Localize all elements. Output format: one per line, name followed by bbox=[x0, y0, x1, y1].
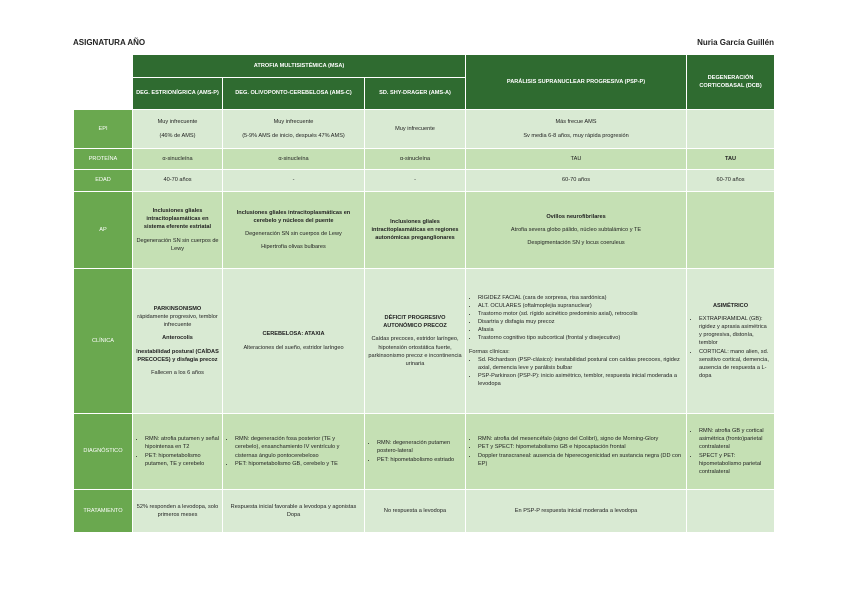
cell-tratamiento-ams-p: 52% responden a levodopa, solo primeros meses bbox=[133, 490, 223, 533]
col-header-dcb: DEGENERACIÓN CORTICOBASAL (DCB) bbox=[687, 55, 775, 110]
cell-proteina-ams-a: α-sinucleína bbox=[365, 149, 466, 170]
forms-title: Formas clínicas: bbox=[469, 348, 510, 355]
cell-ap-ams-p: Inclusiones gliales intracitoplasmáticas en sistema eferente estriatal Degeneración SN sin cuerpos de Lewy bbox=[133, 192, 223, 269]
list-item: • RMN: degeneración fosa posterior (TE y cerebelo), ensanchamiento IV ventrículo y cisternas ángulo pontocerebeloso bbox=[235, 435, 361, 459]
cell-tratamiento-dcb bbox=[687, 490, 775, 533]
cell-ap-ams-a: Inclusiones gliales intracitoplasmáticas en regiones autonómicas preganglionares bbox=[365, 192, 466, 269]
list-item: • PSP-Parkinson (PSP-P): inicio asimétrico, temblor, respuesta inicial moderada a levodopa bbox=[478, 372, 683, 388]
cell-tratamiento-ams-c: Respuesta inicial favorable a levodopa y agonistas Dopa bbox=[223, 490, 365, 533]
cell-proteina-ams-c: α-sinucleína bbox=[223, 149, 365, 170]
list-item: • Doppler transcraneal: ausencia de hiperecogenicidad en sustancia negra (DD con EP) bbox=[478, 452, 683, 468]
list-item: • RMN: atrofia GB y cortical asimétrica (fronto)parietal contralateral bbox=[699, 427, 771, 451]
col-header-ams-a: SD. SHY-DRAGER (AMS-A) bbox=[365, 78, 466, 110]
cell-proteina-ams-p: α-sinucleína bbox=[133, 149, 223, 170]
cell-tratamiento-ams-a: No respuesta a levodopa bbox=[365, 490, 466, 533]
cell-epi-ams-a: Muy infrecuente bbox=[365, 110, 466, 149]
group-header-msa: ATROFIA MULTISISTÉMICA (MSA) bbox=[133, 55, 466, 78]
list-item: • RMN: atrofia del mesencéfalo (signo del Colibrí), signo de Morning-Glory bbox=[478, 435, 683, 443]
col-header-ams-p: DEG. ESTRIONÍGRICA (AMS-P) bbox=[133, 78, 223, 110]
list-item: • ALT. OCULARES (oftalmoplejia supranuclear) bbox=[478, 302, 683, 310]
row-label-clinica: CLÍNICA bbox=[74, 269, 133, 414]
corner-cell bbox=[74, 55, 133, 78]
row-label-proteina: PROTEÍNA bbox=[74, 149, 133, 170]
cell-clinica-dcb: ASIMÉTRICO • EXTRAPIRAMIDAL (GB): rigidez y apraxia asimétrica y progresiva, distonía, temblor • CORTICAL: mano alien, sd. sensitivo cortical, demencia, ausencia de respuesta a L-dopa bbox=[687, 269, 775, 414]
col-header-psp: PARÁLISIS SUPRANUCLEAR PROGRESIVA (PSP-P) bbox=[466, 55, 687, 110]
cell-diagnostico-ams-c bbox=[223, 414, 365, 490]
list-item: • RMN: degeneración putamen postero-lateral bbox=[377, 439, 462, 455]
cell-epi-dcb bbox=[687, 110, 775, 149]
list-item: • RIGIDEZ FACIAL (cara de sorpresa, risa sardónica) bbox=[478, 294, 683, 302]
row-label-ap: AP bbox=[74, 192, 133, 269]
list-item: • Disartria y disfagia muy precoz bbox=[478, 318, 683, 326]
list-item: • Trastorno motor (sd. rígido acinético predominio axial), retrocolis bbox=[478, 310, 683, 318]
row-label-epi: EPI bbox=[74, 110, 133, 149]
list-item: • PET: hipometabolismo putamen, TE y cerebelo bbox=[145, 452, 219, 468]
cell-ap-dcb bbox=[687, 192, 775, 269]
cell-edad-psp: 60-70 años bbox=[466, 170, 687, 192]
list-item: • EXTRAPIRAMIDAL (GB): rigidez y apraxia asimétrica y progresiva, distonía, temblor bbox=[699, 315, 771, 347]
corner-cell-2 bbox=[74, 78, 133, 110]
cell-edad-ams-p: 40-70 años bbox=[133, 170, 223, 192]
cell-epi-ams-p: Muy infrecuente (46% de AMS) bbox=[133, 110, 223, 149]
cell-edad-ams-a: - bbox=[365, 170, 466, 192]
cell-epi-ams-c: Muy infrecuente (5-9% AMS de inicio, después 47% AMS) bbox=[223, 110, 365, 149]
cell-edad-ams-c: - bbox=[223, 170, 365, 192]
cell-ap-psp: Ovillos neurofibrilares Atrofia severa globo pálido, núcleo subtalámico y TE Despigmentación SN y locus coeruleus bbox=[466, 192, 687, 269]
list-item: • PET: hipometabolismo estriado bbox=[377, 456, 462, 464]
cell-tratamiento-psp: En PSP-P respuesta inicial moderada a levodopa bbox=[466, 490, 687, 533]
cell-ap-ams-c: Inclusiones gliales intracitoplasmáticas en cerebelo y núcleos del puente Degeneración SN sin cuerpos de Lewy Hipertrofia olivas bulbares bbox=[223, 192, 365, 269]
list-item: • PET: hipometabolismo GB, cerebelo y TE bbox=[235, 460, 361, 468]
cell-proteina-psp: TAU bbox=[466, 149, 687, 170]
document-author: Nuria García Guillén bbox=[697, 38, 774, 47]
list-item: • Sd. Richardson (PSP-clásico): inestabilidad postural con caídas precoces, rigidez axial, demencia leve y parálisis bulbar bbox=[478, 356, 683, 372]
cell-clinica-ams-c: CEREBELOSA: ATAXIA Alteraciones del sueño, estridor laríngeo bbox=[223, 269, 365, 414]
list-item: • SPECT y PET: hipometabolismo parietal contralateral bbox=[699, 452, 771, 476]
cell-diagnostico-ams-p bbox=[133, 414, 223, 490]
cell-clinica-ams-a: DÉFICIT PROGRESIVO AUTONÓMICO PRECOZ Caídas precoces, estridor laríngeo, hipotensión ortostática fuerte, parkinsonismo precoz e incontinencia urinaria bbox=[365, 269, 466, 414]
cell-clinica-ams-p: PARKINSONISMO rápidamente progresivo, temblor infrecuente Anterocolis Inestabilidad postural (CAÍDAS PRECOCES) y disfagia precoz Fallecen a los 6 años bbox=[133, 269, 223, 414]
document-subject: ASIGNATURA AÑO bbox=[73, 38, 146, 47]
cell-edad-dcb: 60-70 años bbox=[687, 170, 775, 192]
list-item: • Trastorno cognitivo tipo subcortical (frontal y disejecutivo) bbox=[478, 334, 683, 342]
cell-clinica-psp bbox=[466, 269, 687, 414]
cell-proteina-dcb: TAU bbox=[687, 149, 775, 170]
list-item: • PET y SPECT: hipometabolismo GB e hipocaptación frontal bbox=[478, 443, 683, 451]
col-header-ams-c: DEG. OLIVOPONTO-CEREBELOSA (AMS-C) bbox=[223, 78, 365, 110]
cell-diagnostico-ams-a bbox=[365, 414, 466, 490]
list-item: • RMN: atrofia putamen y señal hipointensa en T2 bbox=[145, 435, 219, 451]
row-label-tratamiento: TRATAMIENTO bbox=[74, 490, 133, 533]
comparison-table bbox=[73, 54, 775, 533]
row-label-edad: EDAD bbox=[74, 170, 133, 192]
list-item: • Afasia bbox=[478, 326, 683, 334]
list-item: • CORTICAL: mano alien, sd. sensitivo cortical, demencia, ausencia de respuesta a L-dopa bbox=[699, 348, 771, 380]
row-label-diagnostico: DIAGNÓSTICO bbox=[74, 414, 133, 490]
cell-diagnostico-dcb bbox=[687, 414, 775, 490]
cell-diagnostico-psp bbox=[466, 414, 687, 490]
cell-epi-psp: Más frecue AMS Sv media 6-8 años, muy rápida progresión bbox=[466, 110, 687, 149]
